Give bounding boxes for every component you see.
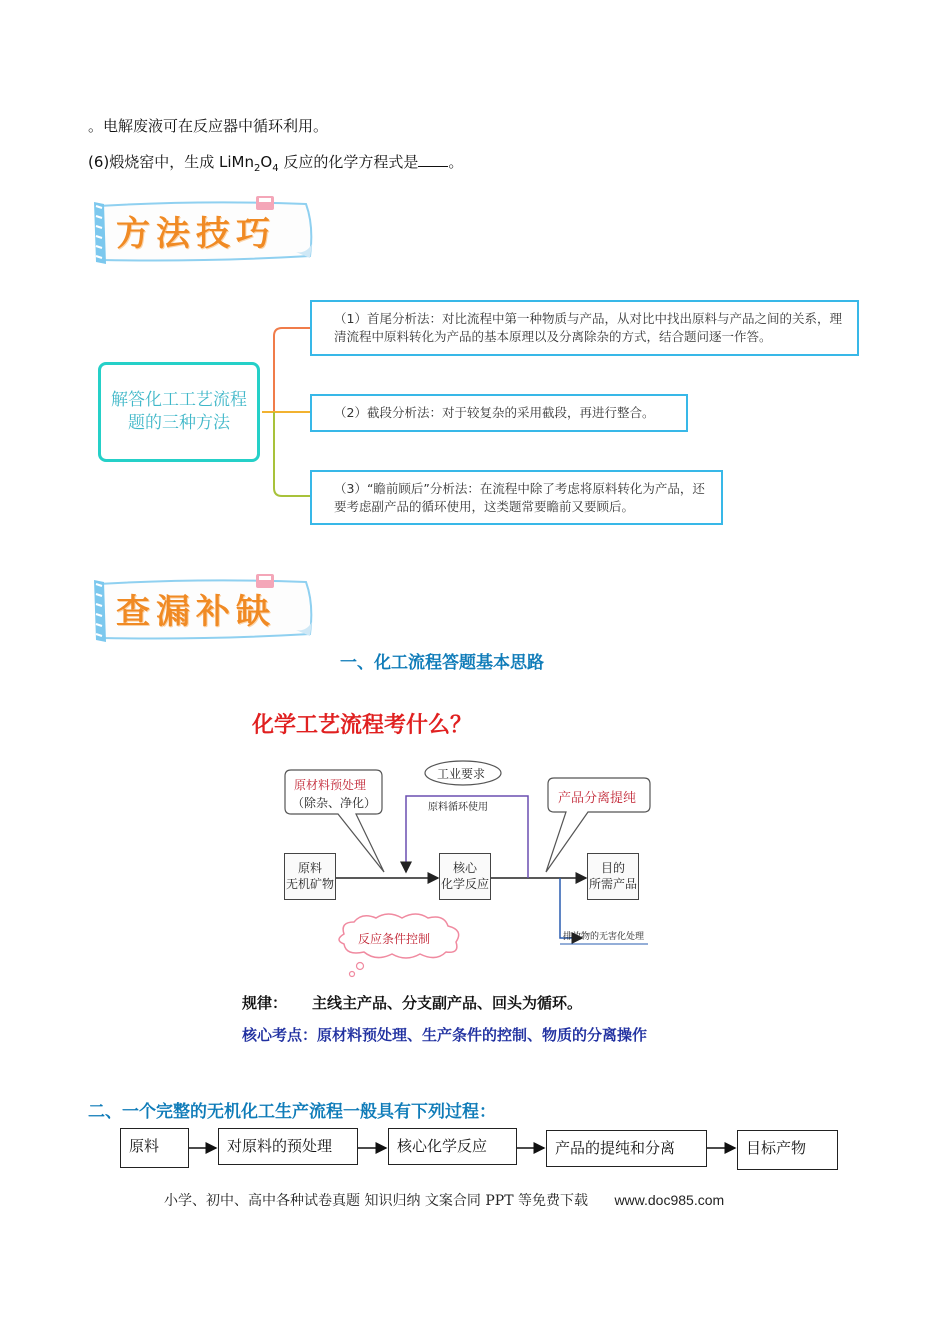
core-reaction-label: 核心 [452,861,477,875]
mindmap-branch-3: （3）“瞻前顾后”分析法：在流程中除了考虑将原料转化为产品，还要考虑副产品的循环使用，这类题常要瞻前又要顾后。 [310,470,723,525]
reaction-conditions-cloud: 反应条件控制 [358,932,431,946]
law-label: 规律： [242,994,288,1012]
diagram-title: 化学工艺流程考什么？ [252,712,473,738]
discharge-label: 排放物的无害化处理 [563,932,645,942]
mindmap-branch-2: （2）截段分析法：对于较复杂的采用截段，再进行整合。 [310,394,688,432]
subscript-4: 4 [272,163,279,174]
footer-text: 小学、初中、高中各种试卷真题 知识归纳 文案合同 PPT 等免费下载 [164,1193,588,1209]
mindmap-branch-1: （1）首尾分析法：对比流程中第一种物质与产品，从对比中找出原料与产品之间的关系，理清流程中原料转化为产品的基本原理以及分离除杂的方式，结合题问逐一作答。 [310,300,859,356]
mindmap-root: 解答化工工艺流程题的三种方法 [98,362,260,462]
section-1-heading: 一、化工流程答题基本思路 [340,653,544,673]
pretreat-bubble-line2: （除杂、净化） [292,796,377,810]
footer-url[interactable]: www.doc985.com [614,1192,725,1208]
question-6-prefix: (6)煅烧窑中，生成 LiMn [88,153,254,171]
question-6-suffix: 反应的化学方程式是 [278,153,419,171]
oxygen-symbol: O [260,153,273,171]
flow-step-target-product: 目标产物 [737,1130,838,1170]
separation-bubble: 产品分离提纯 [558,791,637,806]
subscript-2: 2 [254,163,261,174]
raw-material-label: 原料 [297,861,322,875]
banner-check-gaps-title: 查漏补缺 [116,592,276,632]
industry-requirement-bubble: 工业要求 [437,767,486,781]
core-points: 核心考点：原材料预处理、生产条件的控制、物质的分离操作 [242,1026,648,1044]
footer [164,1190,724,1210]
flow-step-pretreatment: 对原料的预处理 [218,1128,358,1165]
flow-step-raw-material: 原料 [120,1128,189,1168]
flow-step-core-reaction: 核心化学反应 [388,1128,517,1165]
section-2-heading: 二、一个完整的无机化工生产流程一般具有下列过程： [88,1102,496,1122]
law-text: 主线主产品、分支副产品、回头为循环。 [312,994,583,1012]
core-reaction-sublabel: 化学反应 [440,877,489,891]
pretreat-bubble-line1: 原材料预处理 [294,778,367,792]
intro-line-1: 。电解废液可在反应器中循环利用。 [88,117,329,135]
target-product-label: 目的 [600,861,625,875]
question-6-end: 。 [448,153,464,171]
recycle-label: 原料循环使用 [428,802,488,813]
target-product-sublabel: 所需产品 [588,877,637,891]
banner-method-tips-title: 方法技巧 [116,214,276,254]
flow-step-purification: 产品的提纯和分离 [546,1130,707,1167]
raw-material-sublabel: 无机矿物 [285,877,334,891]
